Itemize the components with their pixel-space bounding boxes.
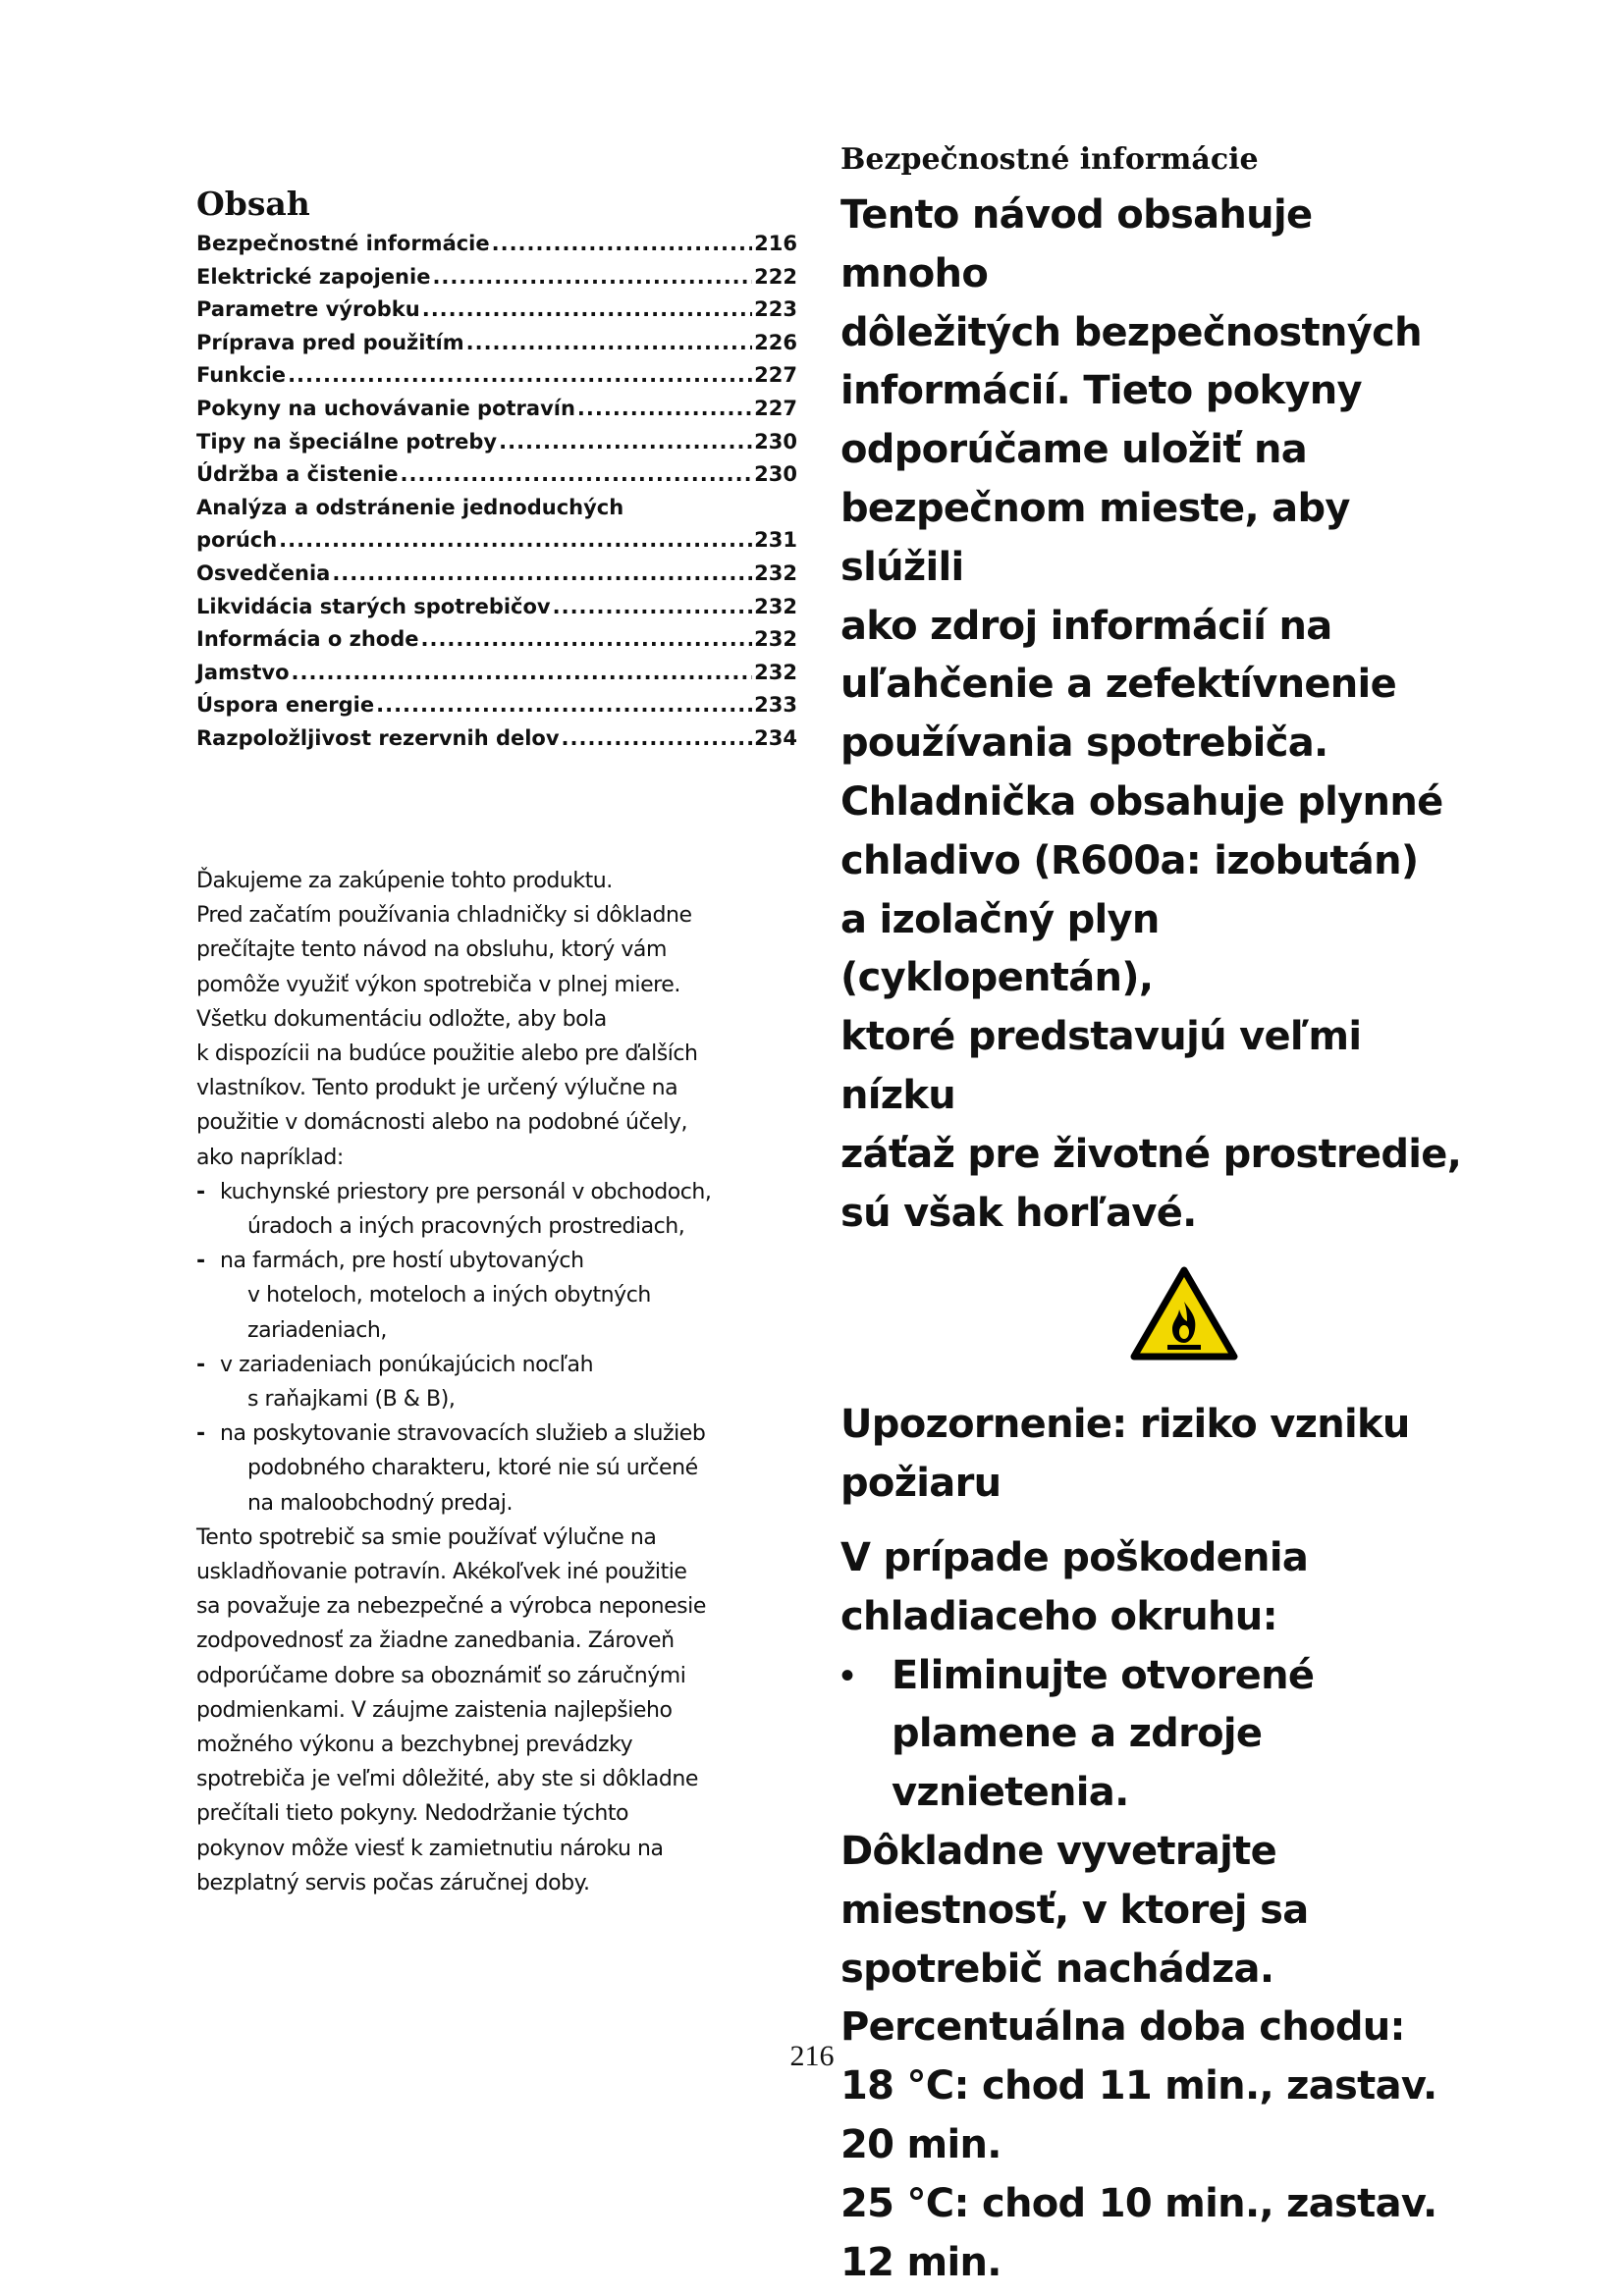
intro-paragraph: Ďakujeme za zakúpenie tohto produktu. Pred začatím používania chladničky si dôkladne prečítajte tento návod na obsluhu, ktorý vám pomôže využiť výkon spotrebiča v plnej miere. Všetku dokumentáciu odložte, aby bola k dispozícii na budúce použitie alebo pre ďalších vlastníkov. Tento produkt je určený výlučne na použitie v domácnosti alebo na podobné účely, ako napríklad: bbox=[196, 869, 698, 1170]
section-title: Bezpečnostné informácie bbox=[840, 142, 1259, 177]
warning-heading: Upozornenie: riziko vzniku požiaru bbox=[840, 1402, 1410, 1507]
toc-item[interactable]: Elektrické zapojenie ..... 222 bbox=[196, 261, 797, 294]
intro-paragraph-2: Tento spotrebič sa smie používať výlučne na uskladňovanie potravín. Akékoľvek iné použitie sa považuje za nebezpečné a výrobca neponesie zodpovednosť za žiadne zanedbania. Zároveň odporúčame dobre sa oboznámiť so záručnými podmienkami. V záujme zaistenia najlepšieho možného výkonu a bezchybnej prevádzky spotrebiča je veľmi dôležité, aby ste si dôkladne prečítali tieto pokyny. Nedodržanie týchto pokynov môže viesť k zamietnutiu nároku na bezplatný servis počas záručnej doby. bbox=[196, 1524, 706, 1896]
intro-text bbox=[196, 864, 797, 1900]
page-number: 216 bbox=[789, 2040, 835, 2072]
toc-item[interactable]: Razpoložljivost rezervnih delov ..... 234 bbox=[196, 722, 797, 756]
toc-item[interactable]: Informácia o zhode ..... 232 bbox=[196, 623, 797, 657]
toc-item[interactable]: porúch ..... 231 bbox=[196, 524, 797, 558]
toc-item[interactable]: Bezpečnostné informácie ..... 216 bbox=[196, 228, 797, 261]
flammable-warning-icon bbox=[1130, 1266, 1238, 1361]
usage-list bbox=[196, 1175, 797, 1521]
list-item: - kuchynské priestory pre personál v obchodoch, úradoch a iných pracovných prostrediach, bbox=[196, 1179, 712, 1240]
toc-item[interactable]: Tipy na špeciálne potreby ..... 230 bbox=[196, 426, 797, 459]
toc-item[interactable]: Osvedčenia ..... 232 bbox=[196, 558, 797, 591]
damage-heading: V prípade poškodenia chladiaceho okruhu: bbox=[840, 1534, 1309, 1639]
toc-item[interactable]: Funkcie ..... 227 bbox=[196, 359, 797, 393]
ventilation-text: Dôkladne vyvetrajte miestnosť, v ktorej sa spotrebič nachádza. Percentuálna doba chodu: 18 °C: chod 11 min., zastav. 20 min. 25 °C: chod 10 min., zastav. 12 min. bbox=[840, 1828, 1437, 2285]
toc-item[interactable]: Údržba a čistenie ..... 230 bbox=[196, 458, 797, 492]
toc-list bbox=[196, 228, 797, 756]
safety-section bbox=[840, 133, 1469, 2292]
toc-item[interactable]: Príprava pred použitím ..... 226 bbox=[196, 327, 797, 360]
list-item: - na poskytovanie stravovacích služieb a služieb podobného charakteru, ktoré nie sú určené na maloobchodný predaj. bbox=[196, 1421, 706, 1516]
list-item: - na farmách, pre hostí ubytovaných v hoteloch, moteloch a iných obytných zariadeniach, bbox=[196, 1249, 651, 1343]
toc-title: Obsah bbox=[196, 185, 310, 223]
safety-intro: Tento návod obsahuje mnoho dôležitých bezpečnostných informácií. Tieto pokyny odporúčame uložiť na bezpečnom mieste, aby slúžili ako zdroj informácií na uľahčenie a zefektívnenie používania spotrebiča. Chladnička obsahuje plynné chladivo (R600a: izobután) a izolačný plyn (cyklopentán), ktoré predstavujú veľmi nízku záťaž pre životné prostredie, sú však horľavé. bbox=[840, 192, 1462, 1236]
toc-item[interactable]: Parametre výrobku ..... 223 bbox=[196, 294, 797, 327]
toc-item[interactable]: Jamstvo ..... 232 bbox=[196, 657, 797, 690]
bullet-symbol: • bbox=[840, 1653, 855, 1697]
toc-item[interactable]: Úspora energie ..... 233 bbox=[196, 689, 797, 722]
bullet-item: • Eliminujte otvorené plamene a zdroje vznietenia. bbox=[840, 1647, 1469, 1823]
toc-item-line1[interactable]: Analýza a odstránenie jednoduchých bbox=[196, 495, 624, 519]
table-of-contents bbox=[196, 185, 797, 756]
warning-sign bbox=[840, 1266, 1469, 1384]
toc-item[interactable]: Pokyny na uchovávanie potravín ..... 227 bbox=[196, 393, 797, 426]
list-item: - v zariadeniach ponúkajúcich nocľah s raňajkami (B & B), bbox=[196, 1352, 594, 1413]
toc-item[interactable]: Likvidácia starých spotrebičov ..... 232 bbox=[196, 591, 797, 624]
